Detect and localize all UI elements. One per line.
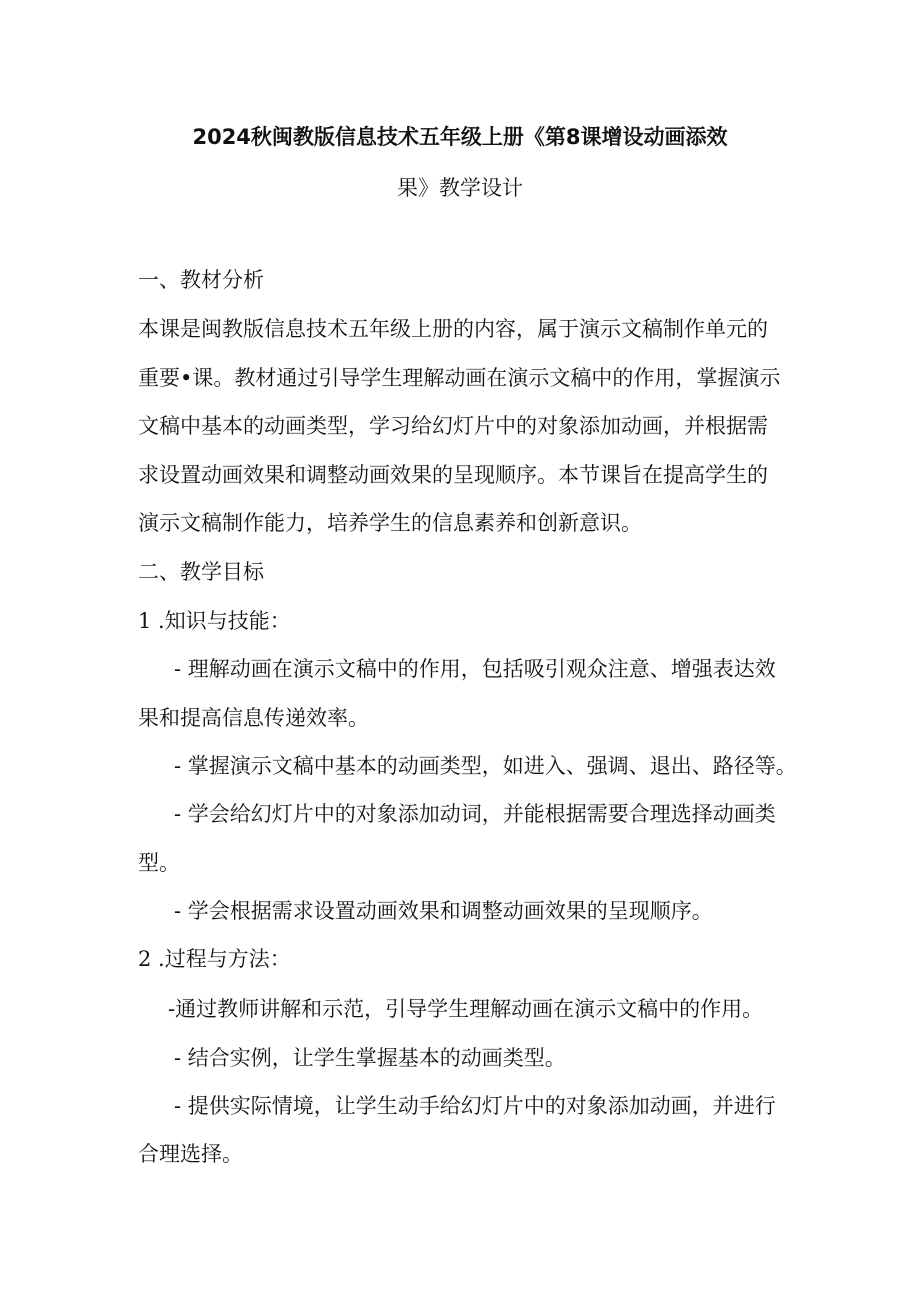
paragraph-line: 演示文稿制作能力，培养学生的信息素养和创新意识。 [138,511,642,535]
list-item: - 学会根据需求设置动画效果和调整动画效果的呈现顺序。 [174,899,713,923]
paragraph-line: 重要•课。教材通过引导学生理解动画在演示文稿中的作用，掌握演示 [138,366,781,390]
document-title-line-2: 果》教学设计 [397,176,523,200]
list-item: - 提供实际情境，让学生动手给幻灯片中的对象添加动画，并进行 [174,1094,776,1118]
list-item: - 掌握演示文稿中基本的动画类型，如进入、强调、退出、路径等。 [174,754,797,778]
list-item-continuation: 合理选择。 [138,1142,243,1166]
paragraph-line: 本课是闽教版信息技术五年级上册的内容，属于演示文稿制作单元的 [138,317,768,341]
document-title-line-1: 2024秋闽教版信息技术五年级上册《第8课增设动画添效 [192,125,728,149]
list-item-continuation: 果和提高信息传递效率。 [138,706,369,730]
list-item-continuation: 型。 [138,851,180,875]
list-item: -通过教师讲解和示范，引导学生理解动画在演示文稿中的作用。 [168,997,764,1021]
paragraph-line: 文稿中基本的动画类型，学习给幻灯片中的对象添加动画，并根据需 [138,414,768,438]
subsection-heading-process-methods: 2 .过程与方法： [138,947,291,971]
paragraph-line: 求设置动画效果和调整动画效果的呈现顺序。本节课旨在提高学生的 [138,463,768,487]
list-item: - 学会给幻灯片中的对象添加动词，并能根据需要合理选择动画类 [174,802,776,826]
section-heading-teaching-objectives: 二、教学目标 [138,560,264,584]
section-heading-textbook-analysis: 一、教材分析 [138,268,264,292]
subsection-heading-knowledge-skills: 1 .知识与技能： [138,609,291,633]
list-item: - 理解动画在演示文稿中的作用，包括吸引观众注意、增强表达效 [174,657,776,681]
list-item: - 结合实例，让学生掌握基本的动画类型。 [174,1046,566,1070]
